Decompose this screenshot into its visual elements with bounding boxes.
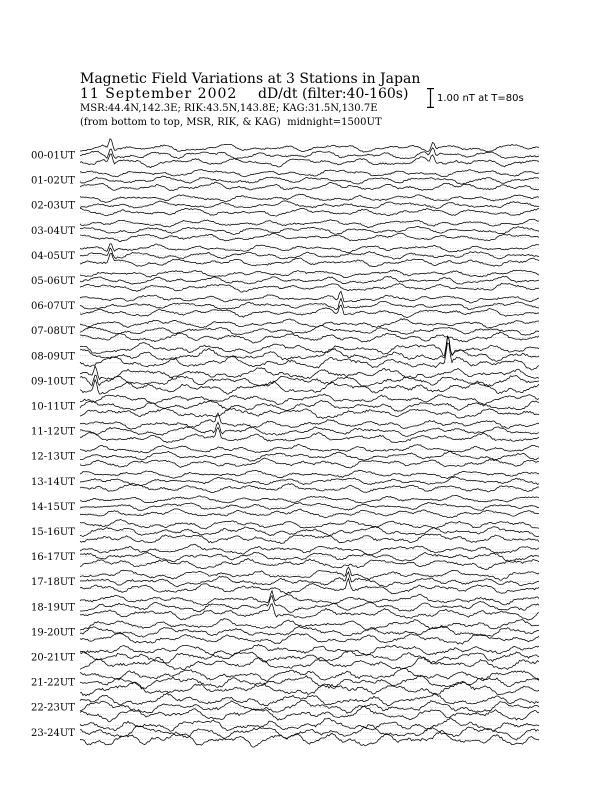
trace-kag [80,139,539,152]
trace-kag [80,270,539,278]
trace-kag [80,567,539,580]
trace-kag [80,318,539,328]
trace-rik [80,276,539,284]
hour-label: 07-08UT [31,326,75,338]
trace-msr [80,154,539,168]
trace-kag [80,668,539,681]
trace-rik [80,248,539,259]
hour-label: 21-22UT [31,677,75,689]
trace-msr [80,558,539,569]
station-order-text: (from bottom to top, MSR, RIK, & KAG) [80,117,281,128]
chart-title: Magnetic Field Variations at 3 Stations in Japan [80,71,421,87]
hour-label: 09-10UT [31,376,75,388]
station-coordinates: MSR:44.4N,142.3E; RIK:43.5N,143.8E; KAG:31.5N,130.7E [80,103,378,114]
hour-label: 18-19UT [31,602,75,614]
trace-kag [80,291,539,303]
trace-msr [80,509,539,518]
trace-rik [80,503,539,511]
trace-kag [80,495,539,503]
trace-kag [80,444,539,452]
trace-rik [80,326,539,336]
hour-label: 03-04UT [31,225,75,237]
hour-label: 13-14UT [31,476,75,488]
hour-label: 00-01UT [31,150,75,162]
trace-rik [80,201,539,209]
hour-label: 20-21UT [31,652,75,664]
trace-msr [80,730,539,747]
hour-label: 22-23UT [31,702,75,714]
trace-msr [80,182,539,190]
hour-label: 17-18UT [31,577,75,589]
trace-kag [80,244,539,253]
chart-component: dD/dt (filter:40-160s) [258,86,409,102]
trace-rik [80,596,539,613]
hour-label: 15-16UT [31,527,75,538]
hour-label: 11-12UT [31,426,75,438]
hour-label: 19-20UT [31,627,75,639]
trace-rik [80,552,539,562]
hour-label: 16-17UT [31,552,75,564]
trace-kag [80,366,539,380]
hour-label: 08-09UT [31,351,75,363]
trace-kag [80,413,539,429]
hour-label: 06-07UT [31,301,75,313]
trace-rik [80,299,539,310]
hour-label: 05-06UT [31,276,75,287]
trace-msr [80,578,539,593]
trace-rik [80,338,539,362]
trace-rik [80,572,539,587]
hour-label: 12-13UT [31,451,75,463]
hour-label: 01-02UT [31,175,75,187]
trace-msr [80,408,539,418]
trace-kag [80,519,539,529]
hour-label: 10-11UT [31,401,75,413]
trace-rik [80,226,539,234]
hour-label: 04-05UT [31,250,75,262]
midnight-note: midnight=1500UT [287,117,382,128]
trace-msr [80,283,539,292]
hour-label: 23-24UT [31,727,75,739]
trace-msr [80,458,539,468]
trace-msr [80,484,539,493]
trace-kag [80,619,539,631]
trace-msr [80,305,539,318]
scale-label: 1.00 nT at T=80s [437,93,524,104]
trace-msr [80,534,539,544]
hour-label: 02-03UT [31,200,75,212]
hour-label: 14-15UT [31,501,75,513]
chart-date: 11 September 2002 [80,86,238,102]
trace-kag [80,591,539,606]
